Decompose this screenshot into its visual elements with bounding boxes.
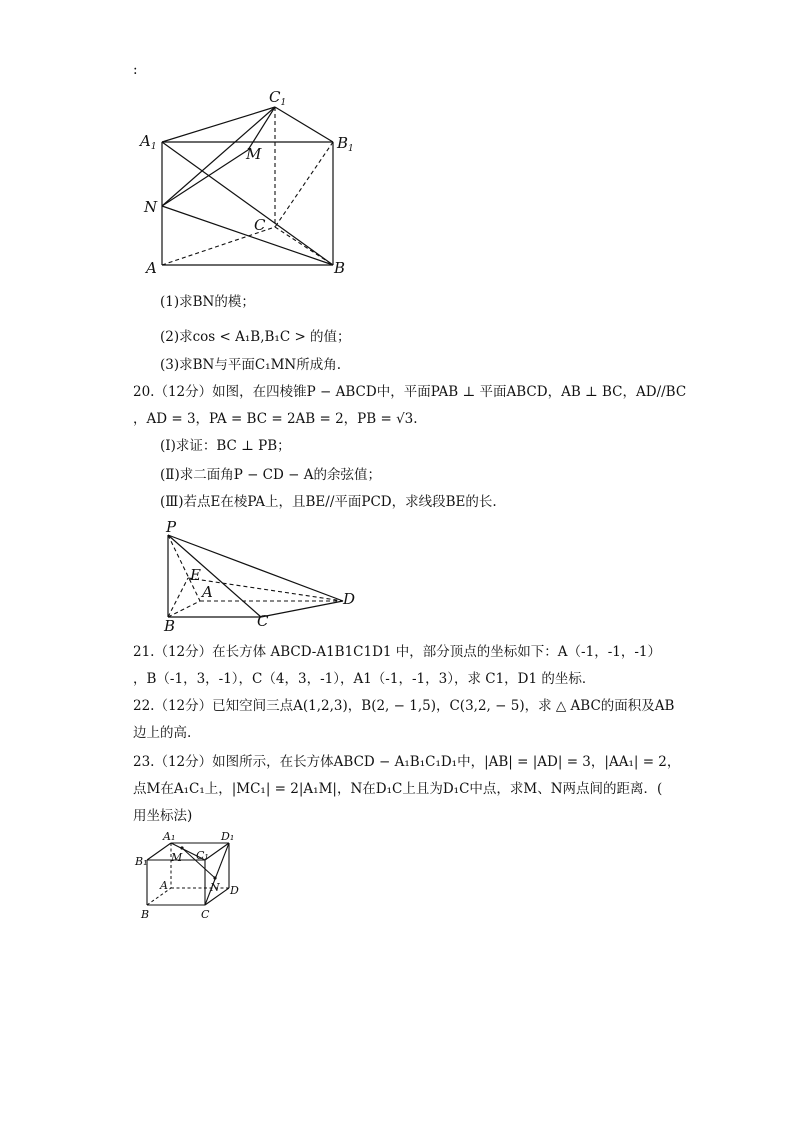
edge-b1a1: [147, 843, 171, 860]
q20-part1: (Ⅰ)求证：BC ⊥ PB；: [160, 438, 291, 454]
q21-line2: ，B（-1，3，-1），C（4，3，-1），A1（-1，-1，3），求 C1，D1 的坐标．: [133, 671, 596, 687]
q19-part1: (1)求BN的模；: [160, 294, 255, 310]
label-c: C: [257, 612, 269, 630]
edge-cd: [261, 601, 343, 617]
prism-figure: [130, 85, 370, 280]
label-b: B: [164, 617, 176, 635]
label-c: C: [201, 908, 210, 921]
q22-line1: 22.（12分）已知空间三点A(1,2,3)，B(2, − 1,5)，C(3,2, − 5)，求 △ ABC的面积及AB: [133, 698, 675, 714]
point-m: [180, 846, 183, 849]
label-m: M: [246, 145, 262, 163]
label-c1: C₁: [196, 849, 209, 862]
edge-a1c1: [162, 107, 275, 142]
pyramid-figure: [155, 518, 365, 638]
label-a: A: [202, 583, 213, 601]
label-b1: B₁: [135, 855, 148, 868]
label-a1: $A_1$: [140, 132, 157, 152]
point-n: [213, 876, 216, 879]
label-m: M: [171, 851, 183, 864]
label-a: A: [160, 879, 168, 892]
label-b1: $B_1$: [337, 134, 354, 154]
label-c1: $C_1$: [269, 88, 287, 108]
q19-part2: (2)求cos < A₁B,B₁C > 的值；: [160, 329, 351, 345]
label-b: B: [141, 908, 150, 921]
q21-line1: 21.（12分）在长方体 ABCD-A1B1C1D1 中，部分顶点的坐标如下：A（-1，-1，-1）: [133, 644, 661, 660]
edge-c1b1: [275, 107, 333, 142]
cuboid-figure: [133, 830, 243, 922]
q23-line3: 用坐标法): [133, 808, 193, 824]
line-nb: [162, 206, 333, 265]
edge-pc: [168, 535, 261, 617]
q20-line1: 20.（12分）如图，在四棱锥P − ABCD中，平面PAB ⊥ 平面ABCD，AB ⊥ BC，AD//BC: [133, 384, 687, 400]
label-n: N: [144, 198, 158, 216]
q22-line2: 边上的高.: [133, 725, 192, 741]
label-p: P: [166, 518, 177, 536]
label-c: C: [254, 216, 266, 234]
q20-part2: (Ⅱ)求二面角P − CD − A的余弦值；: [160, 467, 381, 483]
q20-part3: (Ⅲ)若点E在棱PA上，且BE//平面PCD，求线段BE的长.: [160, 494, 497, 510]
line-nm: [162, 150, 248, 206]
line-mc1: [248, 107, 275, 150]
label-e: E: [190, 566, 201, 584]
q23-line2: 点M在A₁C₁上，|MC₁| = 2|A₁M|，N在D₁C上且为D₁C中点，求M、N两点间的距离．(: [133, 781, 663, 797]
line-be-hidden: [168, 578, 188, 617]
label-d1: D₁: [221, 830, 235, 843]
edge-ba-hidden: [168, 601, 200, 617]
label-d: D: [230, 884, 239, 897]
q19-part3: (3)求BN与平面C₁MN所成角.: [160, 357, 342, 373]
label-a1: A₁: [163, 830, 176, 843]
label-a: A: [146, 259, 157, 277]
label-b: B: [334, 259, 346, 277]
leading-colon: :: [133, 62, 138, 78]
q23-line1: 23.（12分）如图所示，在长方体ABCD − A₁B₁C₁D₁中，|AB| = |AD| = 3，|AA₁| = 2，: [133, 754, 681, 770]
q20-line2: ，AD = 3，PA = BC = 2AB = 2，PB = √3.: [133, 411, 418, 427]
label-n: N: [210, 881, 220, 894]
edge-cb-hidden: [275, 227, 333, 265]
label-d: D: [343, 590, 356, 608]
line-b1c-hidden: [275, 142, 333, 227]
